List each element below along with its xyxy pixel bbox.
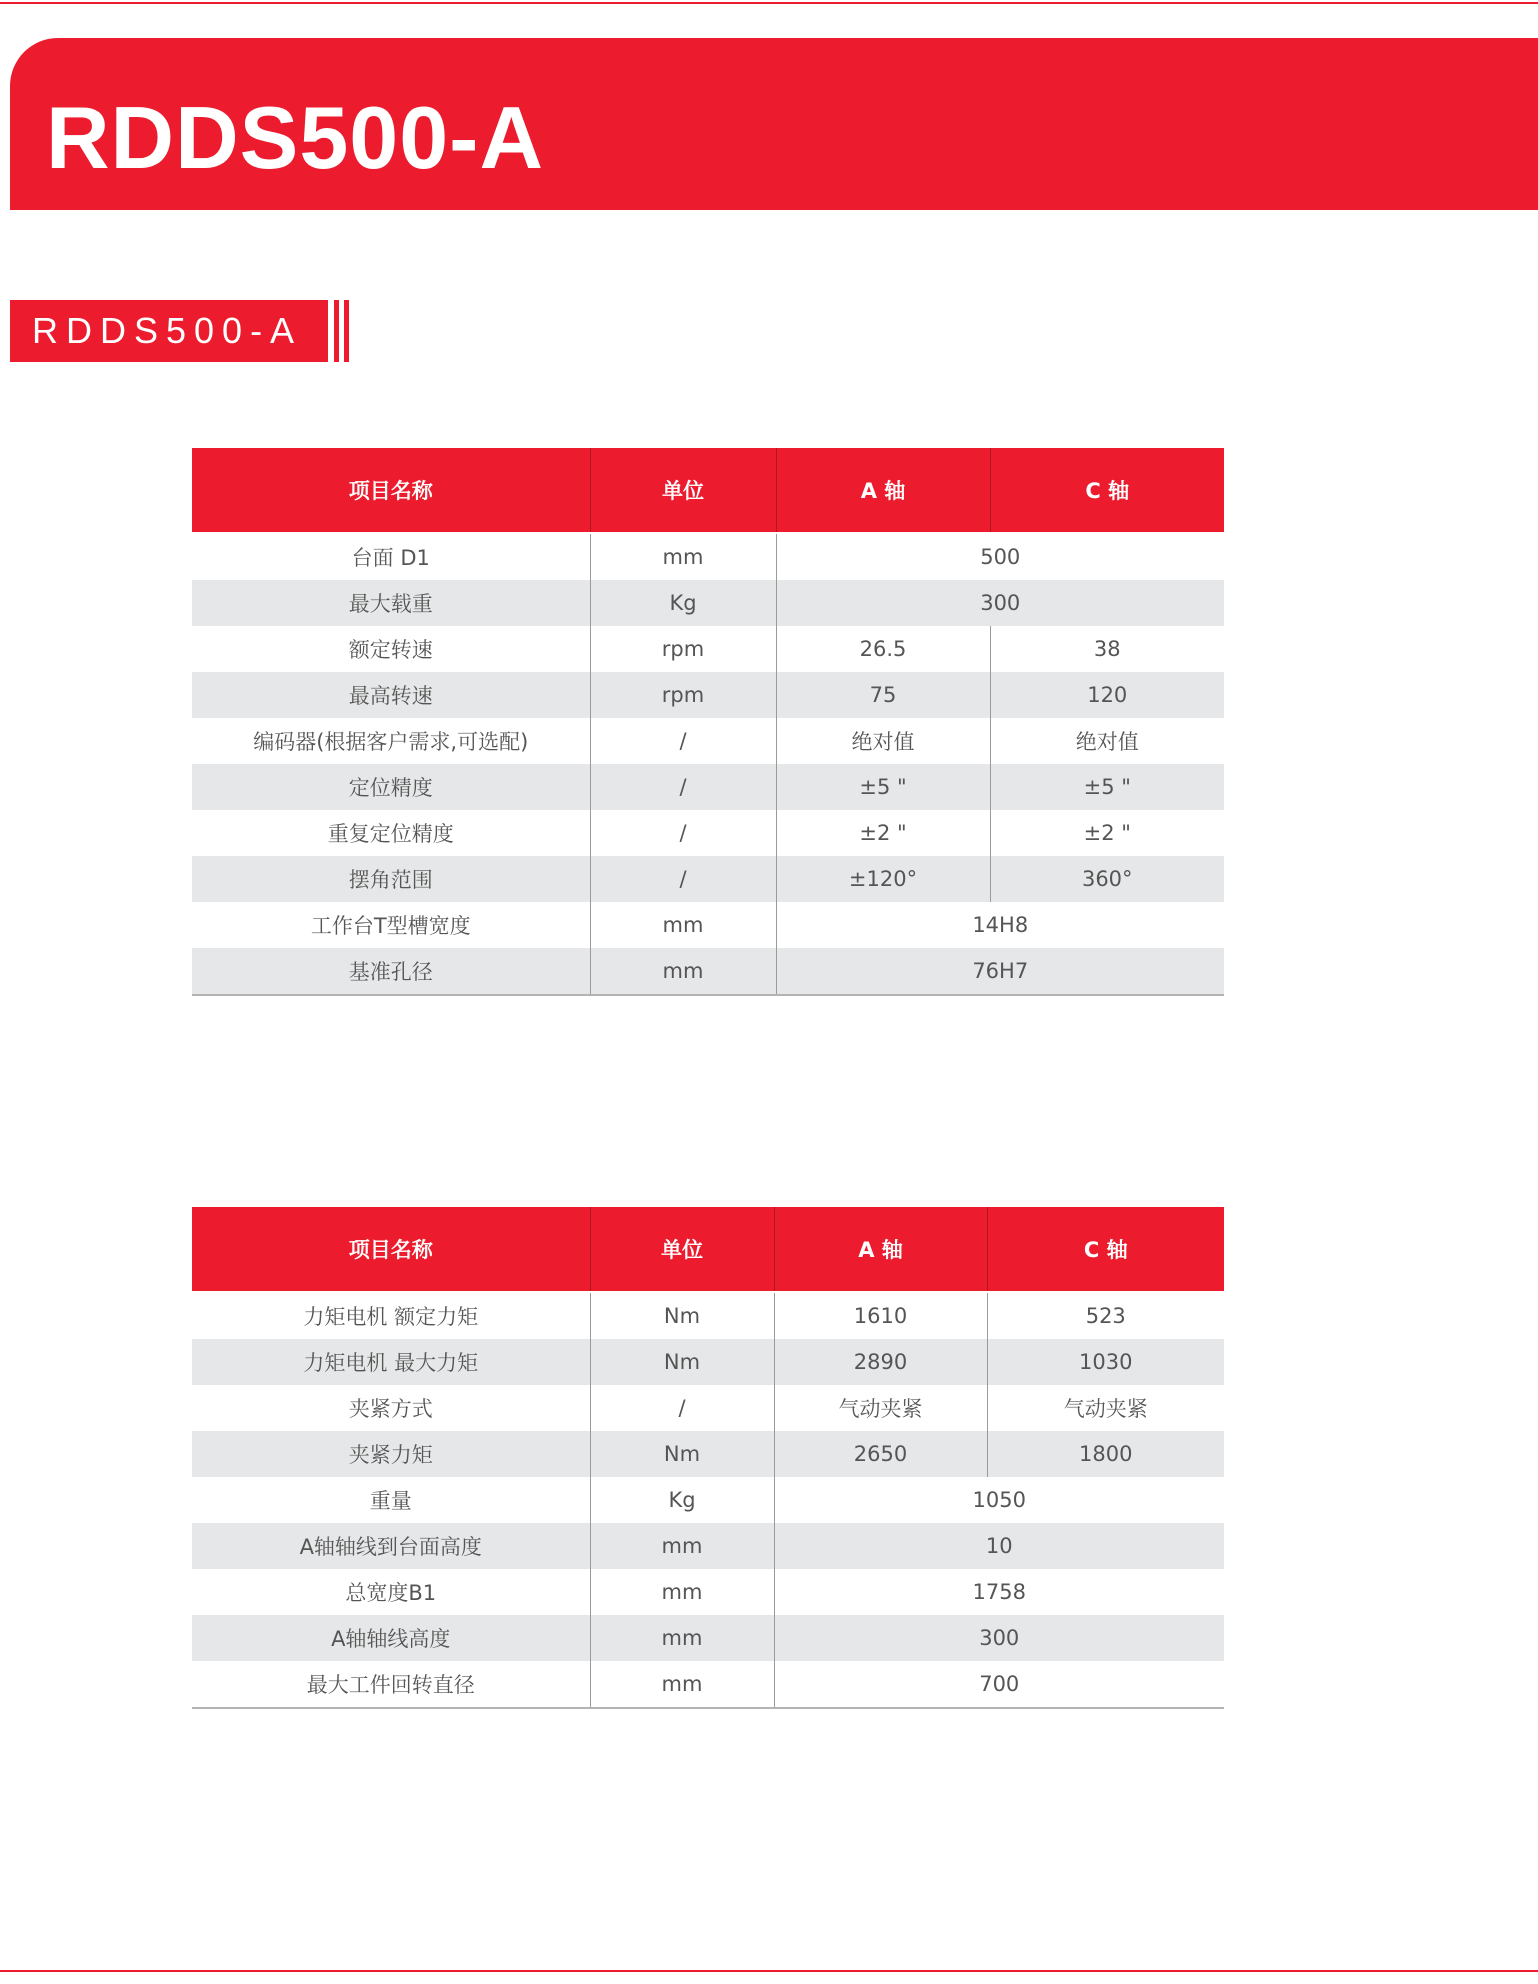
bottom-rule (0, 1970, 1538, 1972)
unit-cell: mm (590, 1615, 774, 1661)
table-row (192, 1477, 1224, 1523)
item-name-cell: 夹紧力矩 (192, 1431, 590, 1477)
unit-cell: Kg (590, 1477, 774, 1523)
item-name-cell: 最大工件回转直径 (192, 1661, 590, 1708)
table-row (192, 1523, 1224, 1569)
a-axis-value-cell: 气动夹紧 (774, 1385, 987, 1431)
merged-value-cell: 500 (776, 533, 1224, 580)
c-axis-value-cell: 气动夹紧 (987, 1385, 1224, 1431)
c-axis-value-cell: ±2 " (990, 810, 1224, 856)
unit-cell: / (590, 856, 776, 902)
unit-cell: mm (590, 533, 776, 580)
c-axis-value-cell: 523 (987, 1292, 1224, 1339)
subtitle-bar-2 (344, 300, 349, 362)
table-row (192, 672, 1224, 718)
c-axis-value-cell: ±5 " (990, 764, 1224, 810)
table-row (192, 1339, 1224, 1385)
page-title: RDDS500-A (46, 88, 545, 187)
item-name-cell: 基准孔径 (192, 948, 590, 995)
table-row (192, 764, 1224, 810)
unit-cell: mm (590, 1569, 774, 1615)
unit-cell: / (590, 718, 776, 764)
header-item-name: 项目名称 (192, 448, 590, 533)
table-row (192, 1385, 1224, 1431)
merged-value-cell: 10 (774, 1523, 1224, 1569)
item-name-cell: 重复定位精度 (192, 810, 590, 856)
header-c-axis: C 轴 (990, 448, 1224, 533)
item-name-cell: 台面 D1 (192, 533, 590, 580)
merged-value-cell: 76H7 (776, 948, 1224, 995)
item-name-cell: 额定转速 (192, 626, 590, 672)
item-name-cell: 力矩电机 额定力矩 (192, 1292, 590, 1339)
header-a-axis: A 轴 (774, 1207, 987, 1292)
item-name-cell: 力矩电机 最大力矩 (192, 1339, 590, 1385)
unit-cell: mm (590, 1523, 774, 1569)
table-row (192, 1615, 1224, 1661)
header-item-name: 项目名称 (192, 1207, 590, 1292)
unit-cell: mm (590, 948, 776, 995)
table-row (192, 580, 1224, 626)
c-axis-value-cell: 1030 (987, 1339, 1224, 1385)
item-name-cell: 夹紧方式 (192, 1385, 590, 1431)
a-axis-value-cell: 2890 (774, 1339, 987, 1385)
merged-value-cell: 1758 (774, 1569, 1224, 1615)
unit-cell: Kg (590, 580, 776, 626)
table-row (192, 1292, 1224, 1339)
item-name-cell: 最高转速 (192, 672, 590, 718)
c-axis-value-cell: 38 (990, 626, 1224, 672)
item-name-cell: 重量 (192, 1477, 590, 1523)
item-name-cell: 工作台T型槽宽度 (192, 902, 590, 948)
unit-cell: mm (590, 1661, 774, 1708)
c-axis-value-cell: 绝对值 (990, 718, 1224, 764)
subtitle-tag (10, 300, 328, 362)
spec-table-1 (192, 448, 1224, 996)
table-header-row (192, 1207, 1224, 1292)
a-axis-value-cell: ±2 " (776, 810, 990, 856)
table-row (192, 1569, 1224, 1615)
unit-cell: / (590, 764, 776, 810)
a-axis-value-cell: ±5 " (776, 764, 990, 810)
merged-value-cell: 1050 (774, 1477, 1224, 1523)
a-axis-value-cell: 26.5 (776, 626, 990, 672)
header-a-axis: A 轴 (776, 448, 990, 533)
table-row (192, 718, 1224, 764)
a-axis-value-cell: 1610 (774, 1292, 987, 1339)
a-axis-value-cell: 75 (776, 672, 990, 718)
header-unit: 单位 (590, 448, 776, 533)
table-row (192, 626, 1224, 672)
item-name-cell: 最大载重 (192, 580, 590, 626)
title-banner (10, 38, 1538, 210)
top-rule (0, 2, 1538, 4)
unit-cell: / (590, 1385, 774, 1431)
merged-value-cell: 14H8 (776, 902, 1224, 948)
item-name-cell: 总宽度B1 (192, 1569, 590, 1615)
c-axis-value-cell: 360° (990, 856, 1224, 902)
item-name-cell: A轴轴线到台面高度 (192, 1523, 590, 1569)
merged-value-cell: 300 (776, 580, 1224, 626)
table-row (192, 1661, 1224, 1708)
table-row (192, 1431, 1224, 1477)
a-axis-value-cell: 绝对值 (776, 718, 990, 764)
item-name-cell: 定位精度 (192, 764, 590, 810)
a-axis-value-cell: 2650 (774, 1431, 987, 1477)
subtitle-text: RDDS500-A (32, 310, 303, 351)
subtitle-bar-1 (334, 300, 339, 362)
c-axis-value-cell: 120 (990, 672, 1224, 718)
table-row (192, 856, 1224, 902)
table-row (192, 902, 1224, 948)
unit-cell: mm (590, 902, 776, 948)
table-row (192, 810, 1224, 856)
item-name-cell: 摆角范围 (192, 856, 590, 902)
table-row (192, 533, 1224, 580)
merged-value-cell: 700 (774, 1661, 1224, 1708)
item-name-cell: A轴轴线高度 (192, 1615, 590, 1661)
item-name-cell: 编码器(根据客户需求,可选配) (192, 718, 590, 764)
spec-table-2 (192, 1207, 1224, 1709)
header-unit: 单位 (590, 1207, 774, 1292)
unit-cell: Nm (590, 1292, 774, 1339)
unit-cell: rpm (590, 672, 776, 718)
c-axis-value-cell: 1800 (987, 1431, 1224, 1477)
table-row (192, 948, 1224, 995)
unit-cell: / (590, 810, 776, 856)
unit-cell: Nm (590, 1431, 774, 1477)
unit-cell: rpm (590, 626, 776, 672)
header-c-axis: C 轴 (987, 1207, 1224, 1292)
unit-cell: Nm (590, 1339, 774, 1385)
a-axis-value-cell: ±120° (776, 856, 990, 902)
table-header-row (192, 448, 1224, 533)
merged-value-cell: 300 (774, 1615, 1224, 1661)
